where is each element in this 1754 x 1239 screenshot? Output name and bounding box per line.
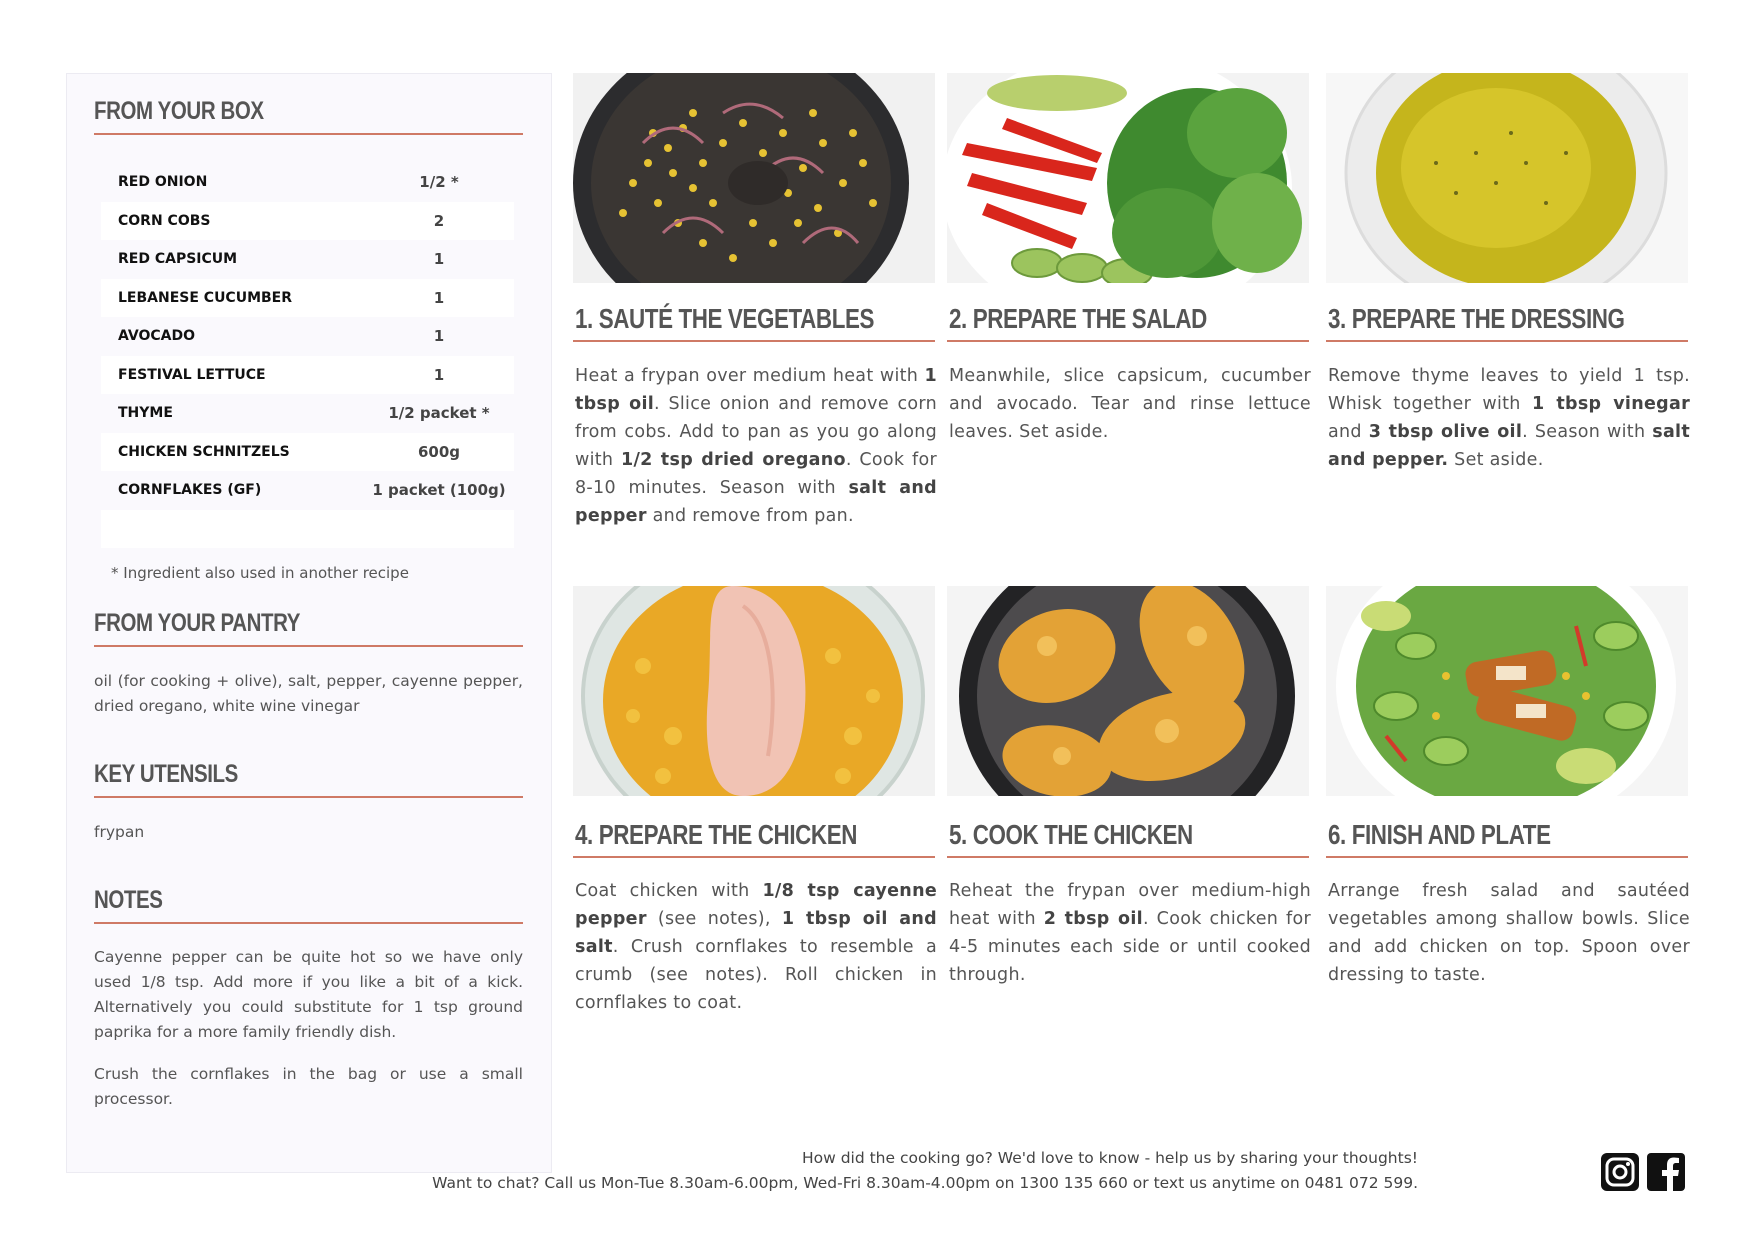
step-3-title: 3. PREPARE THE DRESSING [1328,303,1625,334]
ingredient-qty: 2 [433,211,445,230]
step-5-title: 5. COOK THE CHICKEN [949,819,1193,850]
key-utensils-title: KEY UTENSILS [94,760,238,788]
from-your-pantry-title: FROM YOUR PANTRY [94,609,301,637]
instagram-icon[interactable] [1601,1153,1639,1191]
step-1-title: 1. SAUTÉ THE VEGETABLES [575,303,875,334]
step-divider [1326,340,1688,342]
ingredient-row [101,202,514,241]
ingredient-name: RED CAPSICUM [118,251,238,268]
notes-title: NOTES [94,886,163,914]
section-divider [94,922,523,924]
pantry-text: oil (for cooking + olive), salt, pepper, cayenne pepper, dried oregano, white wine vinegar [94,672,523,715]
ingredient-qty: 1 [433,327,445,346]
ingredient-name: LEBANESE CUCUMBER [118,289,293,306]
ingredient-row [101,433,514,472]
ingredient-qty: 1 [433,365,445,384]
step-4-photo [573,586,935,796]
step-divider [573,856,935,858]
ingredient-qty: 600g [417,442,461,461]
step-5-photo [947,586,1309,796]
step-divider [1326,856,1688,858]
step-2-photo [947,73,1309,283]
ingredient-row [101,394,514,433]
step-divider [573,340,935,342]
section-divider [94,645,523,647]
step-3-photo [1326,73,1688,283]
step-divider [947,340,1309,342]
ingredient-name: CORNFLAKES (GF) [118,482,262,499]
step-6-text: Arrange fresh salad and sautéed vegetables among shallow bowls. Slice and add chicken on top. Spoon over dressing to taste. [1328,881,1690,985]
ingredient-name: CORN COBS [118,212,211,229]
step-2-text: Meanwhile, slice capsicum, cucumber and avocado. Tear and rinse lettuce leaves. Set aside. [949,366,1311,442]
step-4-title: 4. PREPARE THE CHICKEN [575,819,858,850]
facebook-icon[interactable] [1647,1153,1685,1191]
notes-paragraph-1: Cayenne pepper can be quite hot so we have only used 1/8 tsp. Add more if you like a bit of a kick. Alternatively you could substitute for 1 tsp ground paprika for a more family friendly dish. [94,948,523,1041]
ingredient-name: THYME [118,405,173,422]
section-divider [94,796,523,798]
from-your-box-title: FROM YOUR BOX [94,97,264,125]
notes-paragraph-2: Crush the cornflakes in the bag or use a small processor. [94,1065,523,1108]
ingredient-qty: 1 packet (100g) [372,481,506,500]
sidebar-panel [66,73,552,1173]
step-6-photo [1326,586,1688,796]
ingredient-row [101,163,514,202]
ingredient-qty: 1/2 * [419,173,459,192]
ingredient-name: CHICKEN SCHNITZELS [118,443,290,460]
ingredient-row [101,279,514,318]
ingredient-table [101,163,514,548]
step-5-text: Reheat the frypan over medium-high heat with 2 tbsp oil. Cook chicken for 4-5 minutes each side or until cooked through. [949,881,1312,985]
ingredient-row-empty [101,510,514,549]
step-1-text: Heat a frypan over medium heat with 1 tbsp oil. Slice onion and remove corn from cobs. Add to pan as you go along with 1/2 tsp dried oregano. Cook for 8-10 minutes. Season with salt and pepper and remove from pan. [575,366,937,526]
utensils-text: frypan [94,823,145,841]
ingredient-row [101,240,514,279]
ingredient-row [101,317,514,356]
footer-feedback-text: How did the cooking go? We'd love to know - help us by sharing your thoughts! [801,1149,1418,1167]
ingredient-name: AVOCADO [118,328,196,345]
ingredient-row [101,471,514,510]
step-1-photo [573,73,935,283]
section-divider [94,133,523,135]
ingredient-qty: 1/2 packet * [388,404,490,423]
step-3-text: Remove thyme leaves to yield 1 tsp. Whisk together with 1 tbsp vinegar and 3 tbsp olive oil. Season with salt and pepper. Set aside. [1328,366,1691,470]
ingredient-row [101,356,514,395]
ingredient-name: FESTIVAL LETTUCE [118,366,266,383]
step-divider [947,856,1309,858]
ingredient-footnote: * Ingredient also used in another recipe [111,564,409,582]
ingredient-qty: 1 [433,250,445,269]
step-6-title: 6. FINISH AND PLATE [1328,819,1551,850]
footer-contact-text: Want to chat? Call us Mon-Tue 8.30am-6.00pm, Wed-Fri 8.30am-4.00pm on 1300 135 660 or text us anytime on 0481 072 599. [432,1174,1418,1192]
ingredient-name: RED ONION [118,174,208,191]
step-2-title: 2. PREPARE THE SALAD [949,303,1207,334]
ingredient-qty: 1 [433,288,445,307]
step-4-text: Coat chicken with 1/8 tsp cayenne pepper (see notes), 1 tbsp oil and salt. Crush cornflakes to resemble a crumb (see notes). Roll chicken in cornflakes to coat. [575,881,937,1013]
